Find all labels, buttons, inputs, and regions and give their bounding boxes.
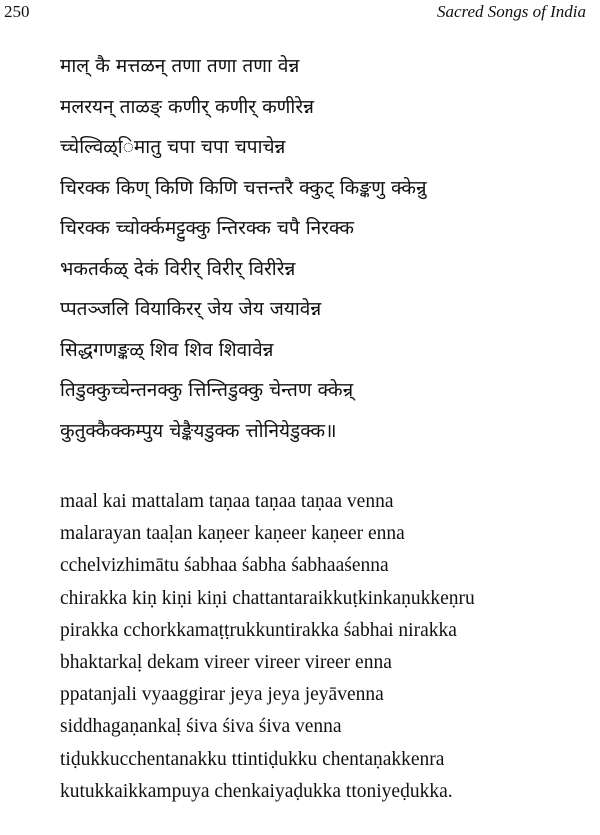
transliteration-line: bhaktarkaḷ dekam vireer vireer vireer enna <box>60 651 392 673</box>
devanagari-line: मलरयन् ताळङ् कणीर् कणीर् कणीरेन्न <box>60 95 314 118</box>
devanagari-line: चिरक्क किण् किणि किणि चत्तन्तरै क्कुट् किङ्कणु क्केन्रु <box>60 176 427 199</box>
devanagari-line: च्चेल्विळ्िमातु चपा चपा चपाचेन्न <box>60 136 286 158</box>
transliteration-line: kutukkaikkampuya chenkaiyaḍukka ttoniyeḍukka. <box>60 780 453 802</box>
page-header <box>0 0 600 24</box>
transliteration-line: ppatanjali vyaaggirar jeya jeya jeyāvenna <box>60 684 384 706</box>
transliteration-line: cchelvizhimātu śabhaa śabha śabhaaśenna <box>60 555 389 577</box>
devanagari-line: माल् कै मत्तळन् तणा तणा तणा वेन्न <box>60 55 300 77</box>
devanagari-line: चिरक्क च्चोर्क्कमट्टुक्कु न्तिरक्क चपै निरक्क <box>60 217 354 239</box>
devanagari-line: कुतुक्कैक्कम्पुय चेङ्कैयडुक्क त्तोनियेडुक्क॥ <box>60 419 337 442</box>
transliteration-verse <box>60 486 595 808</box>
transliteration-line: siddhagaṇankaḷ śiva śiva śiva venna <box>60 716 342 738</box>
devanagari-line: सिद्धगणङ्कळ् शिव शिव शिवावेन्न <box>60 338 274 361</box>
devanagari-verse <box>60 46 580 451</box>
devanagari-line: प्पतञ्जलि वियाकिरर् जेय जेय जयावेन्न <box>60 298 322 320</box>
transliteration-line: pirakka cchorkkamaṭṭrukkuntirakka śabhai nirakka <box>60 619 457 641</box>
devanagari-line: तिडुक्कुच्चेन्तनक्कु त्तिन्तिडुक्कु चेन्तण क्केन्र् <box>60 379 354 401</box>
devanagari-line: भकतर्कळ् देकं विरीर् विरीर् विरीरेन्न <box>60 257 296 280</box>
transliteration-line: chirakka kiṇ kiṇi kiṇi chattantaraikkuṭkinkaṇukkeṇru <box>60 587 475 609</box>
transliteration-line: tiḍukkucchentanakku ttintiḍukku chentaṇakkenra <box>60 748 445 770</box>
running-title: Sacred Songs of India <box>436 2 586 21</box>
transliteration-line: malarayan taaḷan kaṇeer kaṇeer kaṇeer enna <box>60 523 405 545</box>
page-number: 250 <box>4 2 30 21</box>
transliteration-line: maal kai mattalam taṇaa taṇaa taṇaa venna <box>60 491 394 512</box>
